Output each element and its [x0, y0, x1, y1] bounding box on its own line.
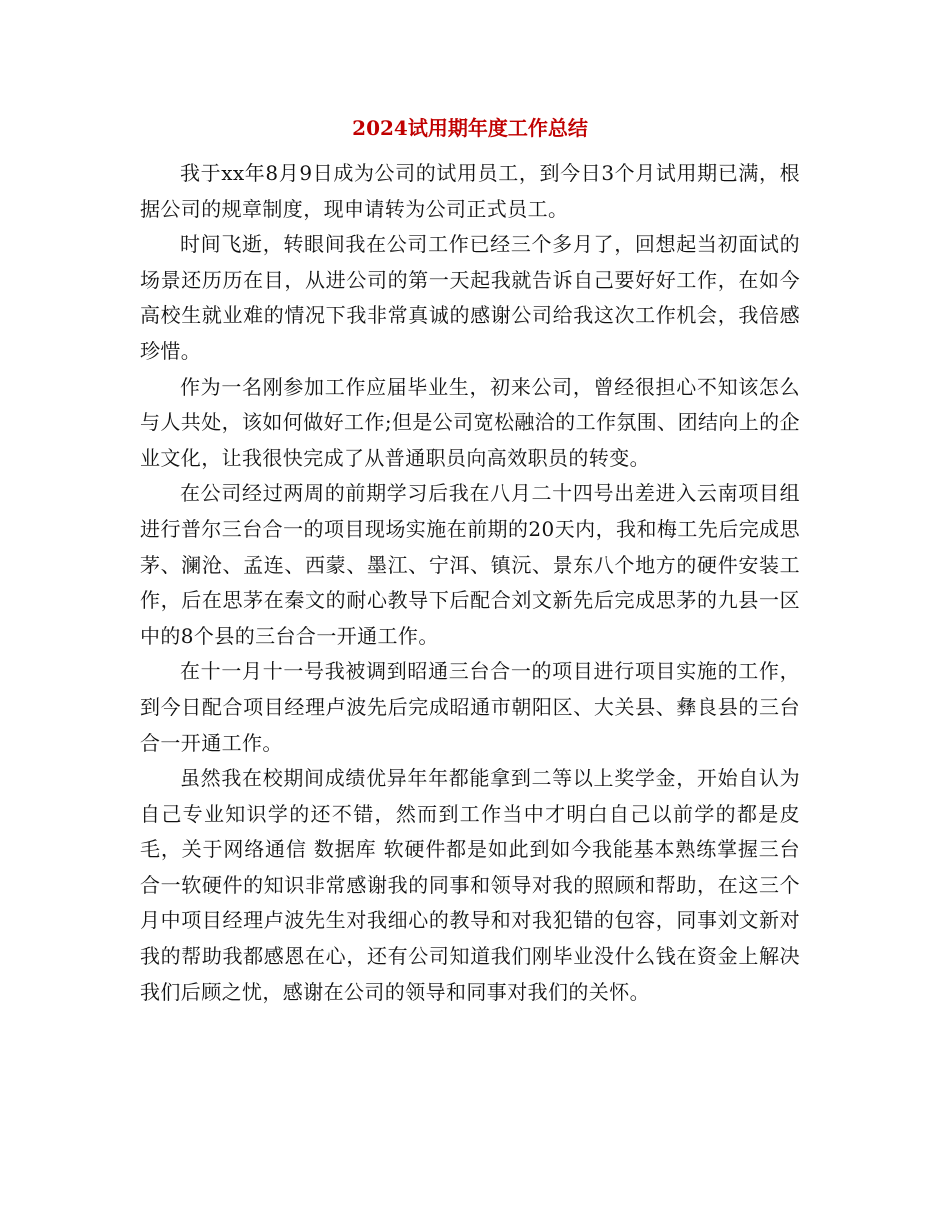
paragraph-5: 在十一月十一号我被调到昭通三台合一的项目进行项目实施的工作，到今日配合项目经理卢波先后完成昭通市朝阳区、大关县、彝良县的三台合一开通工作。: [140, 659, 800, 755]
paragraph-6: 虽然我在校期间成绩优异年年都能拿到二等以上奖学金，开始自认为自己专业知识学的还不错，然而到工作当中才明白自己以前学的都是皮毛，关于网络通信 数据库 软硬件都是如此到如今我能基本熟练掌握三台合一软硬件的知识非常感谢我的同事和领导对我的照顾和帮助，在这三个月中项目经理卢波先生对我细心的教导和对我犯错的包容，同事刘文新对我的帮助我都感恩在心，还有公司知道我们刚毕业没什么钱在资金上解决我们后顾之忧，感谢在公司的领导和同事对我们的关怀。: [140, 766, 800, 1004]
paragraph-4: 在公司经过两周的前期学习后我在八月二十四号出差进入云南项目组进行普尔三台合一的项目现场实施在前期的20天内，我和梅工先后完成思茅、澜沧、孟连、西蒙、墨江、宁洱、镇沅、景东八个地方的硬件安装工作，后在思茅在秦文的耐心教导下后配合刘文新先后完成思茅的九县一区中的8个县的三台合一开通工作。: [140, 481, 800, 648]
document-body: [140, 106, 800, 1010]
paragraph-3: 作为一名刚参加工作应届毕业生，初来公司，曾经很担心不知该怎么与人共处，该如何做好工作;但是公司宽松融洽的工作氛围、团结向上的企业文化，让我很快完成了从普通职员向高效职员的转变。: [140, 374, 800, 470]
document-title: 2024试用期年度工作总结: [352, 116, 588, 140]
paragraph-1: 我于xx年8月9日成为公司的试用员工，到今日3个月试用期已满，根据公司的规章制度，现申请转为公司正式员工。: [140, 161, 800, 221]
paragraph-2: 时间飞逝，转眼间我在公司工作已经三个多月了，回想起当初面试的场景还历历在目，从进公司的第一天起我就告诉自己要好好工作，在如今高校生就业难的情况下我非常真诚的感谢公司给我这次工作机会，我倍感珍惜。: [140, 232, 800, 363]
